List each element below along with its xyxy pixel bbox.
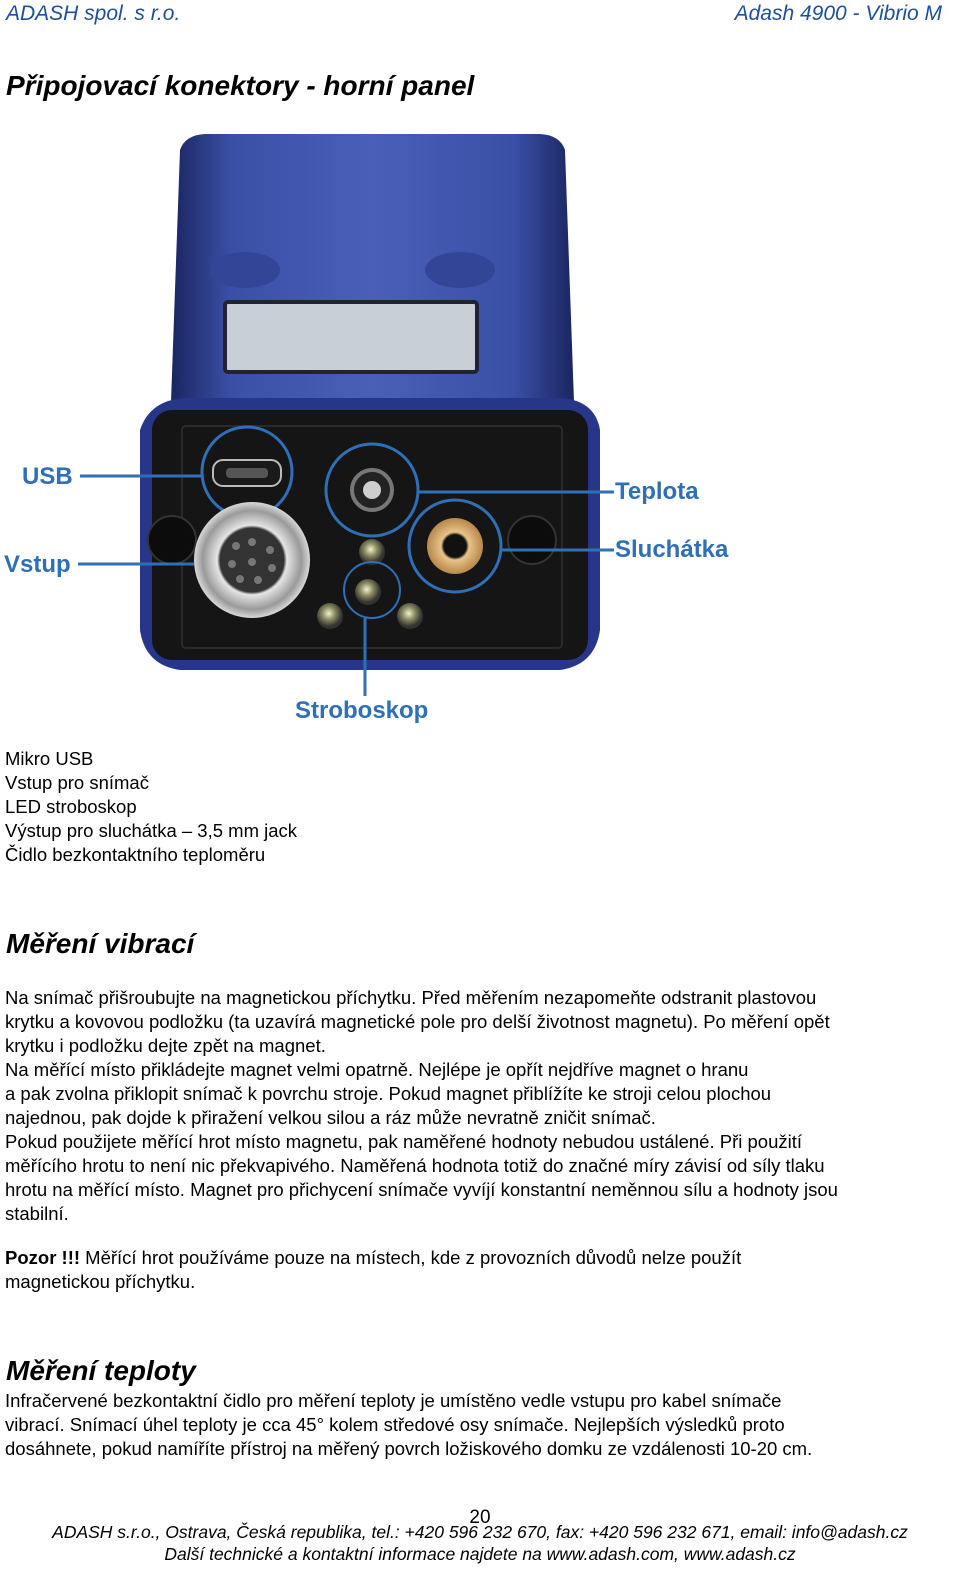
temperature-text — [5, 1389, 950, 1461]
list-item: Vstup pro snímač — [5, 772, 149, 793]
callout-usb: USB — [22, 463, 73, 490]
footer-line-2: Další technické a kontaktní informace najdete na www.adash.com, www.adash.cz — [164, 1544, 796, 1564]
connector-list — [5, 747, 297, 867]
vibration-warning — [5, 1246, 950, 1294]
screw-right — [508, 516, 556, 564]
list-item: LED stroboskop — [5, 796, 137, 817]
section-title-temperature: Měření teploty — [6, 1355, 196, 1386]
text-line: krytku i podložku dejte zpět na magnet. — [5, 1035, 326, 1056]
text-line: hrotu na měřící místo. Magnet pro přichycení snímače vyvíjí konstantní neměnnou sílu a hodnoty jsou — [5, 1179, 838, 1200]
list-item: Čidlo bezkontaktního teploměru — [5, 844, 266, 865]
list-item: Mikro USB — [5, 748, 94, 769]
text-line: krytku a kovovou podložku (ta uzavírá magnetické pole pro delší životnost magnetu). Po měření opět — [5, 1011, 830, 1032]
device-button-right — [425, 252, 495, 288]
text-line: vibrací. Snímací úhel teploty je cca 45° kolem středové osy snímače. Nejlepších výsledků proto — [5, 1414, 785, 1435]
text-line: Infračervené bezkontaktní čidlo pro měření teploty je umístěno vedle vstupu pro kabel snímače — [5, 1390, 782, 1411]
warning-label: Pozor !!! — [5, 1247, 81, 1268]
led-4 — [397, 603, 423, 629]
warning-text: Měřící hrot používáme pouze na místech, kde z provozních důvodů nelze použít — [80, 1247, 742, 1268]
screw-left — [148, 516, 196, 564]
text-line: Na měřící místo přikládejte magnet velmi opatrně. Nejlépe je opřít nejdříve magnet o hranu — [5, 1059, 749, 1080]
callout-stroboskop: Stroboskop — [295, 697, 429, 724]
callout-sluchatka: Sluchátka — [615, 536, 729, 563]
vibration-text — [5, 986, 950, 1226]
text-line: měřícího hrotu to není nic překvapivého. Naměřená hodnota totiž do značné míry závisí od síly tlaku — [5, 1155, 825, 1176]
text-line: Na snímač přišroubujte na magnetickou příchytku. Před měřením nezapomeňte odstranit plastovou — [5, 987, 817, 1008]
header-product: Adash 4900 - Vibrio M — [734, 2, 942, 25]
headphone-jack — [427, 518, 483, 574]
led-3 — [317, 603, 343, 629]
device-top-panel-figure — [0, 130, 960, 740]
text-line: najednou, pak dojde k přiražení velkou silou a ráz může nevratně zničit snímač. — [5, 1107, 656, 1128]
text-line: magnetickou příchytku. — [5, 1271, 196, 1292]
text-line: dosáhnete, pokud namíříte přístroj na měřený povrch ložiskového domku ze vzdálenosti 10-20 cm. — [5, 1438, 813, 1459]
page-number: 20 — [469, 1507, 491, 1528]
text-line: stabilní. — [5, 1203, 69, 1224]
header-company: ADASH spol. s r.o. — [6, 2, 181, 25]
device-button-left — [210, 252, 280, 288]
device-display — [225, 302, 477, 372]
section-title-connectors: Připojovací konektory - horní panel — [6, 70, 475, 101]
text-line: a pak zvolna přiklopit snímač k povrchu stroje. Pokud magnet přiblížíte ke stroji celou plochou — [5, 1083, 772, 1104]
footer-line-1: ADASH s.r.o., Ostrava, Česká republika, tel.: +420 596 232 670, fax: +420 596 232 671, email: info@adash.cz — [52, 1522, 908, 1542]
list-item: Výstup pro sluchátka – 3,5 mm jack — [5, 820, 298, 841]
led-2 — [355, 579, 381, 605]
callout-vstup: Vstup — [4, 551, 71, 578]
text-line: Pokud použijete měřící hrot místo magnetu, pak naměřené hodnoty nebudou ustálené. Při použití — [5, 1131, 803, 1152]
callout-teplota: Teplota — [615, 478, 699, 505]
section-title-vibration: Měření vibrací — [6, 928, 195, 959]
